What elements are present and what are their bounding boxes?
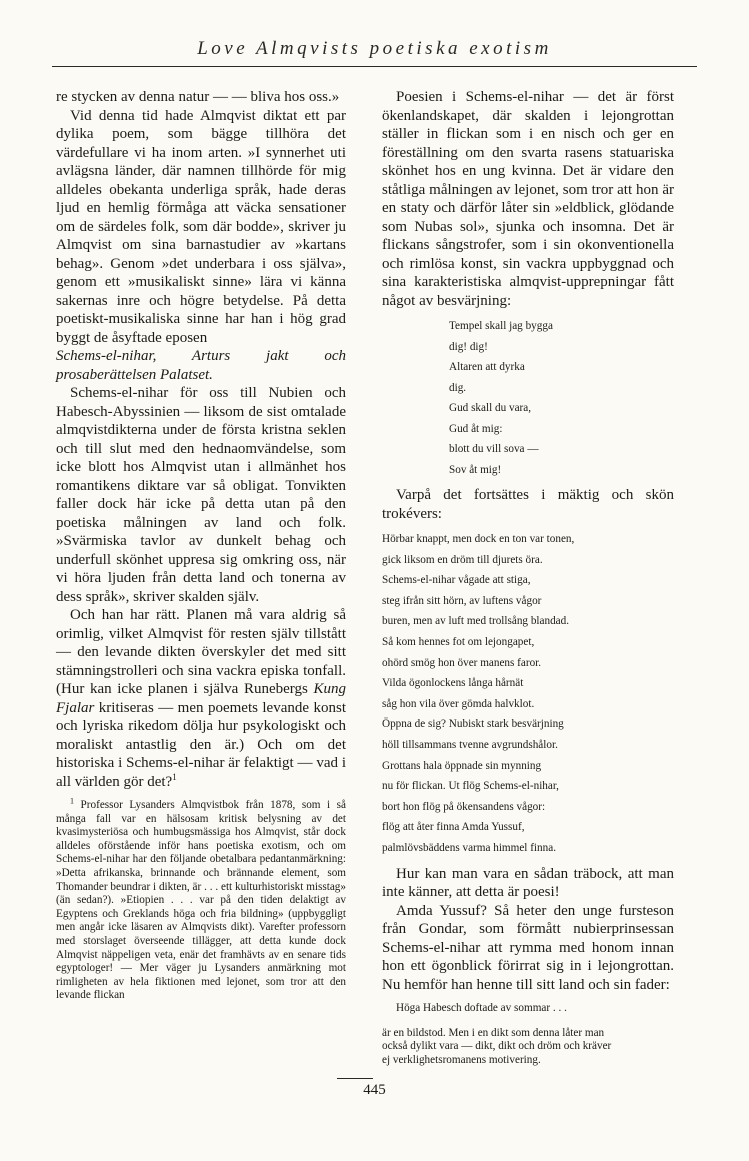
- quoted-verse: [396, 998, 674, 1019]
- footnote-reference: 1: [172, 771, 177, 782]
- text-run: Och han har rätt. Planen må vara aldrig så orimlig, vilket Almqvist för resten själv tillstått — den levande dikten överskyler det med sitt stämningstrolleri och sina vackra episka tonfall. (Hur kan icke planen i själva Runebergs: [56, 607, 346, 697]
- poem-line: blott du vill sova —: [449, 443, 539, 455]
- poem-line: Tempel skall jag bygga: [449, 320, 553, 332]
- poem-line: palmlövsbäddens varma himmel finna.: [382, 841, 556, 854]
- poem-line: Vilda ögonlockens långa hårnät: [382, 677, 524, 690]
- poem-line: nu för flickan. Ut flög Schems-el-nihar,: [382, 780, 559, 793]
- footnote: [56, 796, 346, 1003]
- title-kung-fjalar: Kung Fjalar: [56, 681, 347, 716]
- paragraph: Hur kan man vara en sådan träbock, att man inte känner, att detta är poesi!: [382, 865, 674, 900]
- paragraph: Schems-el-nihar för oss till Nubien och Habesch-Abyssinien — liksom de sist omtalade almqvistdikterna under de första kristna seklen och till slut med den hednaomvändelse, som icke blott hos Almqvist utan i allmänhet hos romantikens diktare var så obligat. Tonvikten faller dock här icke på detta utan på den poetiska målningen av land och folk. »Svärmiska tavlor av dunkelt behag och underfull skönhet uppresa sig omkring oss, när vi höra ljuden från detta land och tonerna av dess språk», skriver skalden själv.: [56, 385, 346, 605]
- poem-line: såg hon vila över gömda halvklot.: [382, 697, 535, 710]
- paragraph: Vid denna tid hade Almqvist diktat ett par dylika poem, som bägge tillhöra det värdefullare vi ha inom arten. »I synnerhet uti avlägsna länder, där namnen tillhörde för mig alldeles obekanta underliga språk, hade deras ljud en hemlig förmåga att väcka sensationer om de särdeles folk, som där bodde», skriver ju Almqvist om sina barnastudier av »kartans behag». Genom »det underbara i oss själva», genom ett »musikaliskt sinne» lära vi känna sakernas inre och högre betydelse. På detta poetiskt-musikaliska sinne har han i hög grad byggt de åsyftade eposen: [56, 107, 346, 346]
- left-column: [56, 88, 346, 1003]
- poem-line: flög att åter finna Amda Yussuf,: [382, 821, 525, 834]
- page-number: 445: [363, 1082, 386, 1098]
- poem-line: bort hon flög på ökensandens vågor:: [382, 800, 546, 813]
- poem-line: dig.: [449, 381, 467, 394]
- poem-stanza-2: [382, 529, 674, 859]
- poem-line: Sov åt mig!: [449, 463, 502, 476]
- poem-line: Altaren att dyrka: [449, 361, 525, 373]
- poem-line: buren, men av luft med trollsång blandad.: [382, 615, 570, 628]
- poem-line: Gud åt mig:: [449, 422, 503, 435]
- paragraph: Varpå det fortsättes i mäktig och skön trokévers:: [382, 487, 674, 522]
- page-number-rule: [337, 1078, 373, 1079]
- poem-line: Gud skall du vara,: [449, 402, 532, 414]
- poem-line: Öppna de sig? Nubiskt stark besvärjning: [382, 718, 564, 731]
- paragraph: Poesien i Schems-el-nihar — det är först ökenlandskapet, där skalden i lejongrottan ställer in flickan som i en nisch och ger en föreställning om den svarta rasens statuariska skönhet hos en ung kvinna. Det är vidare den ståtliga målningen av lejonet, som tror att hon är en staty och därför låter sin »eldblick, glödande som Nubas sol», sjunka och insomna. Det är flickans sångstrofer, som i sin okonventionella och rimlösa konst, sin vackra uppbyggnad och sina karakteristiska almqvist-upprepningar fått något av besvärjning:: [382, 89, 674, 309]
- right-column: [382, 88, 674, 1067]
- paragraph: re stycken av denna natur — — bliva hos oss.»: [56, 89, 340, 105]
- running-head: Love Almqvists poetiska exotism: [197, 38, 552, 59]
- paragraph-titles: Schems-el-nihar, Arturs jakt och prosaberättelsen Palatset.: [56, 348, 346, 383]
- poem-line: Höga Habesch doftade av sommar . . .: [396, 1002, 567, 1014]
- poem-line: Hörbar knappt, men dock en ton var tonen,: [382, 533, 575, 545]
- text-run: kritiseras — men poemets levande konst och lyriska rikedom dölja hur psykologiskt och moraliskt antastlig den är.) Och om det historiska i Schems-el-nihar är felaktigt — vad i all världen gör det?: [56, 699, 346, 790]
- footnote-line: också dylikt vara — dikt, dikt och dröm och kräver: [382, 1040, 612, 1053]
- footnote-line: är en bildstod. Men i en dikt som denna låter man: [382, 1026, 605, 1039]
- paragraph: Amda Yussuf? Så heter den unge fursteson från Gondar, som förmått nubierprinsessan Schems-el-nihar att rymma med honom innan hon ett ögonblick förirrat sig in i lejongrottan. Nu hemför han henne till sitt land och sin fader:: [382, 902, 674, 993]
- poem-stanza-1: [449, 316, 674, 480]
- poem-line: Grottans hala öppnade sin mynning: [382, 759, 542, 772]
- footnote-line: ej verklighetsromanens motivering.: [382, 1053, 541, 1066]
- poem-line: höll tillsammans tvenne avgrundshålor.: [382, 738, 558, 751]
- footnote-continuation: [382, 1027, 674, 1068]
- poem-line: dig! dig!: [449, 340, 488, 353]
- footnote-mark: 1: [70, 796, 74, 806]
- paragraph: [56, 606, 346, 791]
- header-rule: [52, 66, 697, 67]
- poem-line: gick liksom en dröm till djurets öra.: [382, 553, 543, 566]
- poem-line: ohörd smög hon över manens faror.: [382, 656, 542, 669]
- poem-line: steg ifrån sitt hörn, av luftens vågor: [382, 594, 542, 607]
- poem-line: Så kom hennes fot om lejongapet,: [382, 635, 535, 648]
- footnote-text: Professor Lysanders Almqvistbok från 1878, som i så många fall var en hälsosam kritisk belysning av det kvasimysteriösa och humbugsmässiga hos Almqvist, står dock alldeles oförstående inför hans poetiska exotism, och om Schems-el-nihar har den följande obetalbara pedantanmärkning: »Detta afrikanska, brinnande och brännande element, som Thomander beundrar i dikten, är . . . ett kulturhistoriskt misstag» (än sedan?). »Etiopien . . . var på den tiden delaktigt av Egyptens och Greklands höga och fria bildning» (uppbyggligt men angår icke läsaren av Almqvists dikt). Varefter professorn med storslaget överseende tillägger, att detta kunde dock Almqvist näppeligen veta, enär det framhävts av en senare tids egyptologer! — Mer väger ju Lysanders anmärkning mot rimligheten av hela fiktionen med lejonet, som tror att den levande flickan: [56, 799, 346, 1002]
- poem-line: Schems-el-nihar vågade att stiga,: [382, 574, 531, 587]
